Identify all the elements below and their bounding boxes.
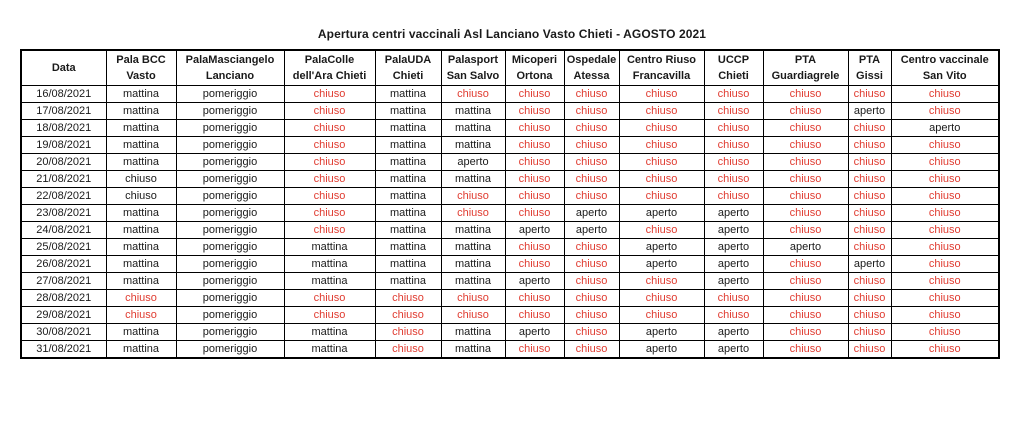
status-cell: chiuso xyxy=(763,289,848,306)
status-cell: chiuso xyxy=(505,85,564,102)
status-cell: chiuso xyxy=(284,102,375,119)
status-cell: chiuso xyxy=(891,170,999,187)
status-cell: chiuso xyxy=(106,170,176,187)
status-cell: mattina xyxy=(106,153,176,170)
status-cell: chiuso xyxy=(284,136,375,153)
status-cell: chiuso xyxy=(564,153,619,170)
status-cell: mattina xyxy=(106,204,176,221)
column-header-line2: dell'Ara Chieti xyxy=(292,69,367,82)
status-cell: chiuso xyxy=(441,306,505,323)
column-header-line2: Vasto xyxy=(126,69,156,82)
date-cell: 29/08/2021 xyxy=(21,306,106,323)
status-cell: chiuso xyxy=(619,136,704,153)
status-cell: chiuso xyxy=(891,221,999,238)
date-cell: 17/08/2021 xyxy=(21,102,106,119)
table-row xyxy=(21,204,999,221)
status-cell: mattina xyxy=(441,340,505,358)
status-cell: chiuso xyxy=(704,85,763,102)
status-cell: chiuso xyxy=(441,85,505,102)
status-cell: chiuso xyxy=(564,187,619,204)
status-cell: chiuso xyxy=(763,136,848,153)
status-cell: mattina xyxy=(441,255,505,272)
status-cell: mattina xyxy=(375,85,441,102)
status-cell: chiuso xyxy=(505,119,564,136)
status-cell: pomeriggio xyxy=(176,323,284,340)
status-cell: chiuso xyxy=(619,306,704,323)
status-cell: chiuso xyxy=(564,170,619,187)
status-cell: aperto xyxy=(704,323,763,340)
status-cell: aperto xyxy=(763,238,848,255)
status-cell: chiuso xyxy=(763,102,848,119)
status-cell: chiuso xyxy=(284,153,375,170)
table-row xyxy=(21,153,999,170)
status-cell: mattina xyxy=(375,187,441,204)
status-cell: chiuso xyxy=(763,170,848,187)
table-row xyxy=(21,85,999,102)
status-cell: mattina xyxy=(441,119,505,136)
status-cell: mattina xyxy=(106,136,176,153)
status-cell: aperto xyxy=(564,204,619,221)
status-cell: pomeriggio xyxy=(176,306,284,323)
status-cell: pomeriggio xyxy=(176,289,284,306)
table-row xyxy=(21,102,999,119)
status-cell: chiuso xyxy=(619,153,704,170)
status-cell: chiuso xyxy=(284,289,375,306)
status-cell: mattina xyxy=(375,272,441,289)
column-header xyxy=(441,50,505,85)
status-cell: chiuso xyxy=(763,85,848,102)
column-header-line1: Centro Riuso xyxy=(626,53,697,66)
column-header xyxy=(505,50,564,85)
status-cell: chiuso xyxy=(848,136,891,153)
status-cell: chiuso xyxy=(441,204,505,221)
status-cell: pomeriggio xyxy=(176,221,284,238)
status-cell: chiuso xyxy=(704,187,763,204)
status-cell: mattina xyxy=(284,340,375,358)
status-cell: aperto xyxy=(704,255,763,272)
column-header xyxy=(106,50,176,85)
column-header-line1: Centro vaccinale xyxy=(900,53,989,66)
status-cell: chiuso xyxy=(891,323,999,340)
column-header-line2: Lanciano xyxy=(205,69,255,82)
status-cell: chiuso xyxy=(848,306,891,323)
status-cell: chiuso xyxy=(848,221,891,238)
date-cell: 19/08/2021 xyxy=(21,136,106,153)
status-cell: chiuso xyxy=(704,102,763,119)
status-cell: pomeriggio xyxy=(176,119,284,136)
status-cell: chiuso xyxy=(505,153,564,170)
status-cell: pomeriggio xyxy=(176,238,284,255)
column-header xyxy=(619,50,704,85)
status-cell: mattina xyxy=(106,255,176,272)
status-cell: chiuso xyxy=(848,238,891,255)
status-cell: chiuso xyxy=(441,289,505,306)
status-cell: mattina xyxy=(284,323,375,340)
status-cell: mattina xyxy=(441,136,505,153)
status-cell: mattina xyxy=(284,238,375,255)
status-cell: chiuso xyxy=(704,170,763,187)
status-cell: chiuso xyxy=(848,187,891,204)
date-cell: 25/08/2021 xyxy=(21,238,106,255)
status-cell: aperto xyxy=(619,340,704,358)
status-cell: pomeriggio xyxy=(176,340,284,358)
column-header-line1: PalaColle xyxy=(304,53,355,66)
status-cell: chiuso xyxy=(704,136,763,153)
status-cell: chiuso xyxy=(505,289,564,306)
status-cell: chiuso xyxy=(505,255,564,272)
status-cell: chiuso xyxy=(763,323,848,340)
status-cell: chiuso xyxy=(891,153,999,170)
status-cell: aperto xyxy=(619,255,704,272)
status-cell: mattina xyxy=(106,102,176,119)
status-cell: chiuso xyxy=(505,187,564,204)
status-cell: pomeriggio xyxy=(176,187,284,204)
status-cell: chiuso xyxy=(891,136,999,153)
column-header xyxy=(891,50,999,85)
status-cell: chiuso xyxy=(284,221,375,238)
status-cell: mattina xyxy=(284,255,375,272)
status-cell: mattina xyxy=(441,272,505,289)
status-cell: aperto xyxy=(704,221,763,238)
status-cell: aperto xyxy=(704,238,763,255)
table-row xyxy=(21,238,999,255)
table-row xyxy=(21,272,999,289)
column-header xyxy=(704,50,763,85)
header-row xyxy=(21,50,999,85)
column-header-data: Data xyxy=(21,50,106,85)
column-header-line2: Gissi xyxy=(856,69,883,82)
status-cell: chiuso xyxy=(891,306,999,323)
status-cell: pomeriggio xyxy=(176,255,284,272)
status-cell: chiuso xyxy=(106,289,176,306)
status-cell: chiuso xyxy=(284,119,375,136)
status-cell: chiuso xyxy=(891,340,999,358)
status-cell: chiuso xyxy=(564,306,619,323)
date-cell: 30/08/2021 xyxy=(21,323,106,340)
status-cell: chiuso xyxy=(505,102,564,119)
status-cell: chiuso xyxy=(763,255,848,272)
column-header-line2: Francavilla xyxy=(632,69,691,82)
status-cell: chiuso xyxy=(891,272,999,289)
table-row xyxy=(21,221,999,238)
status-cell: chiuso xyxy=(564,272,619,289)
status-cell: chiuso xyxy=(564,238,619,255)
status-cell: chiuso xyxy=(619,102,704,119)
status-cell: chiuso xyxy=(848,289,891,306)
status-cell: chiuso xyxy=(564,102,619,119)
status-cell: chiuso xyxy=(564,323,619,340)
column-header-line1: PTA xyxy=(858,53,881,66)
status-cell: chiuso xyxy=(891,85,999,102)
status-cell: mattina xyxy=(375,102,441,119)
status-cell: mattina xyxy=(375,170,441,187)
status-cell: chiuso xyxy=(763,221,848,238)
status-cell: mattina xyxy=(106,85,176,102)
table-row xyxy=(21,170,999,187)
status-cell: mattina xyxy=(375,255,441,272)
status-cell: chiuso xyxy=(284,170,375,187)
status-cell: mattina xyxy=(106,238,176,255)
status-cell: chiuso xyxy=(106,306,176,323)
column-header-line1: PalaUDA xyxy=(384,53,432,66)
date-cell: 23/08/2021 xyxy=(21,204,106,221)
status-cell: chiuso xyxy=(763,119,848,136)
column-header-line1: PTA xyxy=(794,53,817,66)
column-header xyxy=(848,50,891,85)
status-cell: pomeriggio xyxy=(176,204,284,221)
status-cell: mattina xyxy=(375,136,441,153)
table-row xyxy=(21,306,999,323)
vaccination-schedule-table xyxy=(20,49,1000,359)
status-cell: chiuso xyxy=(505,204,564,221)
status-cell: mattina xyxy=(106,340,176,358)
status-cell: chiuso xyxy=(891,289,999,306)
status-cell: aperto xyxy=(704,204,763,221)
status-cell: mattina xyxy=(106,119,176,136)
column-header xyxy=(763,50,848,85)
status-cell: chiuso xyxy=(619,272,704,289)
status-cell: mattina xyxy=(441,323,505,340)
column-header-line2: Atessa xyxy=(573,69,610,82)
status-cell: chiuso xyxy=(284,85,375,102)
status-cell: chiuso xyxy=(763,340,848,358)
status-cell: chiuso xyxy=(375,289,441,306)
status-cell: chiuso xyxy=(891,238,999,255)
table-row xyxy=(21,136,999,153)
date-cell: 26/08/2021 xyxy=(21,255,106,272)
status-cell: aperto xyxy=(505,323,564,340)
date-cell: 24/08/2021 xyxy=(21,221,106,238)
table-row xyxy=(21,119,999,136)
status-cell: chiuso xyxy=(505,170,564,187)
status-cell: mattina xyxy=(375,119,441,136)
column-header-line2: Chieti xyxy=(718,69,749,82)
status-cell: chiuso xyxy=(891,255,999,272)
status-cell: pomeriggio xyxy=(176,102,284,119)
status-cell: chiuso xyxy=(505,238,564,255)
status-cell: mattina xyxy=(106,272,176,289)
column-header xyxy=(375,50,441,85)
status-cell: chiuso xyxy=(763,204,848,221)
date-cell: 22/08/2021 xyxy=(21,187,106,204)
status-cell: mattina xyxy=(375,238,441,255)
status-cell: chiuso xyxy=(106,187,176,204)
status-cell: chiuso xyxy=(848,119,891,136)
status-cell: chiuso xyxy=(619,119,704,136)
status-cell: chiuso xyxy=(619,221,704,238)
column-header xyxy=(564,50,619,85)
status-cell: mattina xyxy=(106,221,176,238)
column-header xyxy=(284,50,375,85)
date-cell: 18/08/2021 xyxy=(21,119,106,136)
column-header xyxy=(176,50,284,85)
status-cell: chiuso xyxy=(704,289,763,306)
column-header-line1: Pala BCC xyxy=(116,53,166,66)
column-header-line1: UCCP xyxy=(717,53,750,66)
status-cell: chiuso xyxy=(284,306,375,323)
status-cell: pomeriggio xyxy=(176,153,284,170)
status-cell: aperto xyxy=(848,102,891,119)
status-cell: mattina xyxy=(106,323,176,340)
date-cell: 28/08/2021 xyxy=(21,289,106,306)
status-cell: mattina xyxy=(441,170,505,187)
column-header-line2: Guardiagrele xyxy=(771,69,840,82)
status-cell: chiuso xyxy=(891,102,999,119)
date-cell: 27/08/2021 xyxy=(21,272,106,289)
status-cell: chiuso xyxy=(564,340,619,358)
status-cell: mattina xyxy=(284,272,375,289)
status-cell: aperto xyxy=(441,153,505,170)
status-cell: chiuso xyxy=(704,306,763,323)
status-cell: chiuso xyxy=(848,85,891,102)
column-header-line2: San Salvo xyxy=(446,69,500,82)
status-cell: aperto xyxy=(564,221,619,238)
status-cell: chiuso xyxy=(891,187,999,204)
status-cell: chiuso xyxy=(704,153,763,170)
status-cell: chiuso xyxy=(375,323,441,340)
table-row xyxy=(21,255,999,272)
status-cell: chiuso xyxy=(564,136,619,153)
status-cell: chiuso xyxy=(564,255,619,272)
status-cell: chiuso xyxy=(848,323,891,340)
status-cell: chiuso xyxy=(619,289,704,306)
status-cell: aperto xyxy=(619,238,704,255)
status-cell: aperto xyxy=(619,323,704,340)
status-cell: mattina xyxy=(375,204,441,221)
status-cell: chiuso xyxy=(284,204,375,221)
status-cell: chiuso xyxy=(848,272,891,289)
status-cell: mattina xyxy=(375,221,441,238)
status-cell: chiuso xyxy=(848,153,891,170)
status-cell: aperto xyxy=(505,221,564,238)
table-row xyxy=(21,323,999,340)
status-cell: aperto xyxy=(848,255,891,272)
table-body xyxy=(21,85,999,358)
status-cell: mattina xyxy=(441,102,505,119)
status-cell: mattina xyxy=(441,221,505,238)
status-cell: mattina xyxy=(375,153,441,170)
status-cell: aperto xyxy=(505,272,564,289)
status-cell: mattina xyxy=(441,238,505,255)
status-cell: chiuso xyxy=(375,340,441,358)
status-cell: pomeriggio xyxy=(176,170,284,187)
date-cell: 21/08/2021 xyxy=(21,170,106,187)
status-cell: chiuso xyxy=(763,187,848,204)
status-cell: chiuso xyxy=(848,204,891,221)
status-cell: chiuso xyxy=(619,187,704,204)
status-cell: chiuso xyxy=(284,187,375,204)
date-cell: 31/08/2021 xyxy=(21,340,106,358)
status-cell: aperto xyxy=(704,272,763,289)
status-cell: chiuso xyxy=(375,306,441,323)
status-cell: chiuso xyxy=(891,204,999,221)
status-cell: chiuso xyxy=(564,289,619,306)
column-header-line1: PalaMasciangelo xyxy=(185,53,275,66)
status-cell: chiuso xyxy=(763,272,848,289)
status-cell: chiuso xyxy=(848,170,891,187)
column-header-line1: Ospedale xyxy=(566,53,617,66)
status-cell: pomeriggio xyxy=(176,136,284,153)
column-header-line2: Ortona xyxy=(516,69,553,82)
status-cell: chiuso xyxy=(763,153,848,170)
column-header-line2: Chieti xyxy=(392,69,424,82)
status-cell: chiuso xyxy=(564,85,619,102)
table-row xyxy=(21,187,999,204)
status-cell: chiuso xyxy=(505,136,564,153)
status-cell: pomeriggio xyxy=(176,272,284,289)
status-cell: aperto xyxy=(619,204,704,221)
status-cell: pomeriggio xyxy=(176,85,284,102)
column-header-line1: Micoperi xyxy=(511,53,558,66)
status-cell: chiuso xyxy=(763,306,848,323)
status-cell: chiuso xyxy=(619,85,704,102)
status-cell: aperto xyxy=(891,119,999,136)
column-header-line2: San Vito xyxy=(922,69,967,82)
column-header-line1: Palasport xyxy=(447,53,499,66)
status-cell: chiuso xyxy=(848,340,891,358)
status-cell: chiuso xyxy=(564,119,619,136)
status-cell: aperto xyxy=(704,340,763,358)
page-title: Apertura centri vaccinali Asl Lanciano Vasto Chieti - AGOSTO 2021 xyxy=(317,27,707,41)
status-cell: chiuso xyxy=(441,187,505,204)
status-cell: chiuso xyxy=(704,119,763,136)
date-cell: 20/08/2021 xyxy=(21,153,106,170)
table-row xyxy=(21,340,999,358)
table-row xyxy=(21,289,999,306)
date-cell: 16/08/2021 xyxy=(21,85,106,102)
status-cell: chiuso xyxy=(505,306,564,323)
status-cell: chiuso xyxy=(619,170,704,187)
status-cell: chiuso xyxy=(505,340,564,358)
